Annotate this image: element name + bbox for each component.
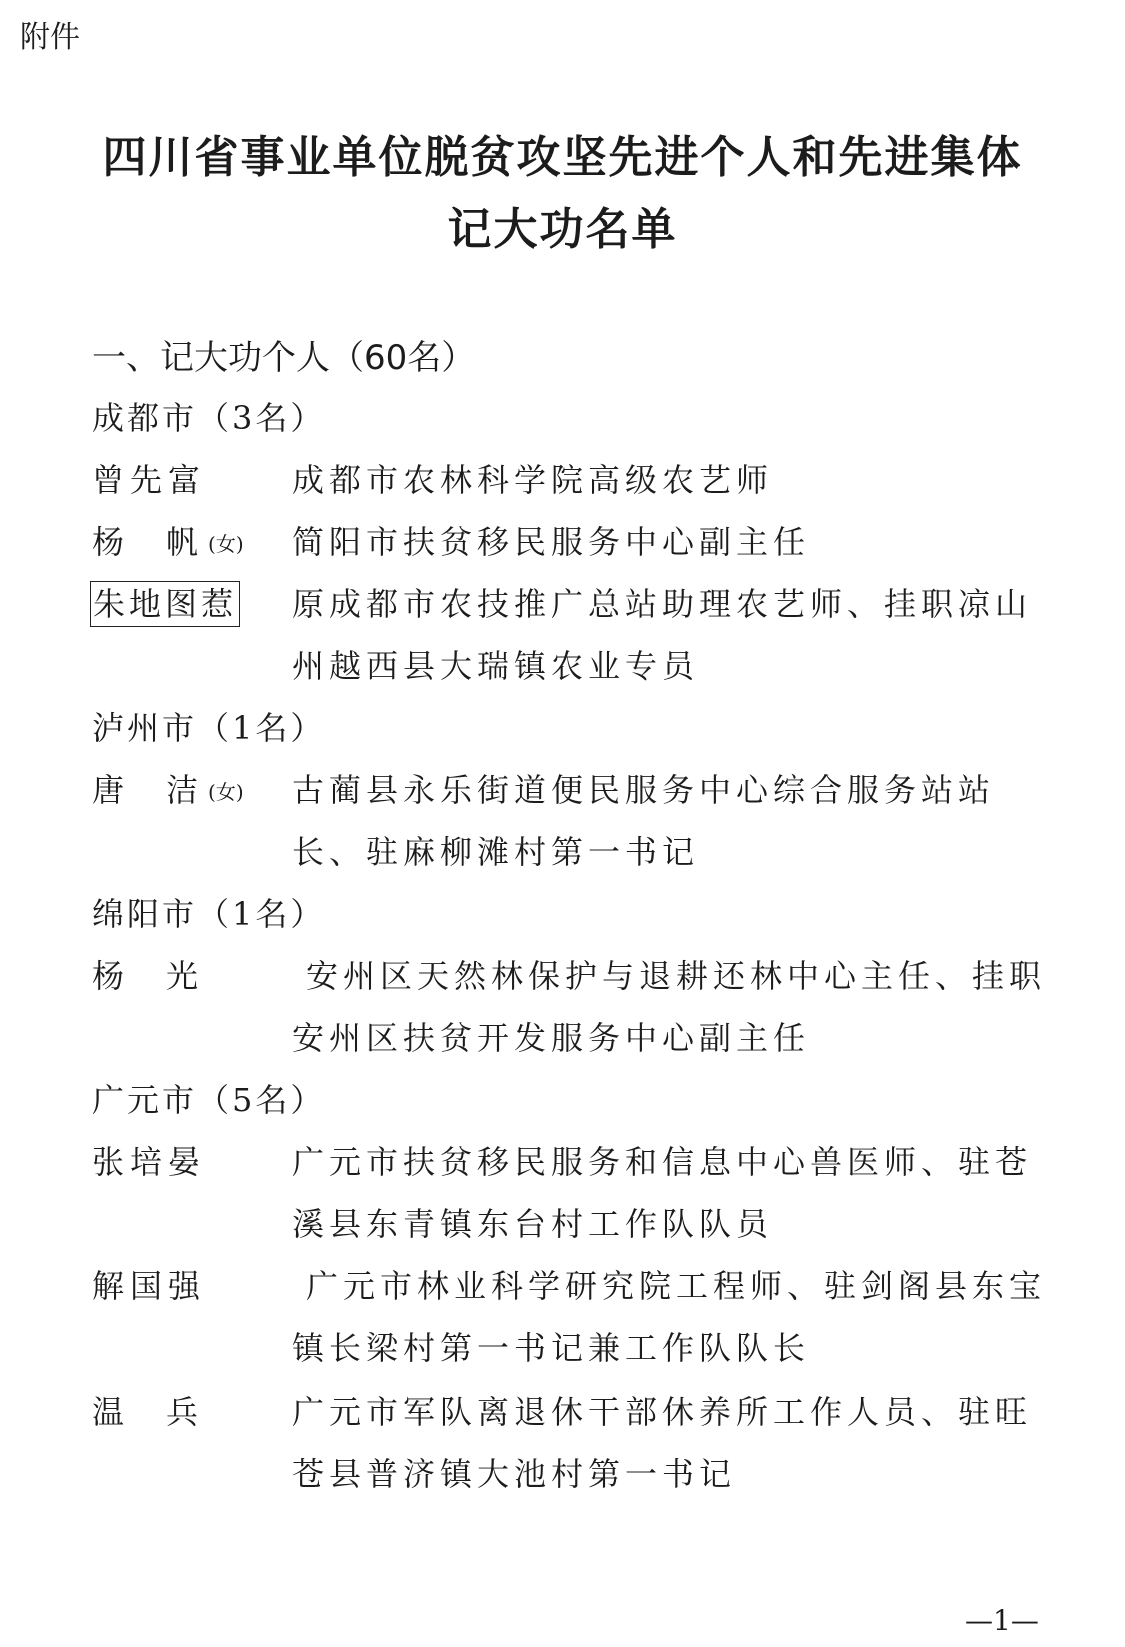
gender-note: (女) bbox=[208, 532, 244, 556]
person-name-char: 洁 bbox=[166, 771, 199, 809]
person-description: 简阳市扶贫移民服务中心副主任 bbox=[292, 523, 811, 561]
person-name-char: 唐 bbox=[92, 771, 125, 809]
person-name: 曾先富 bbox=[92, 461, 207, 499]
person-name-char: 温 bbox=[92, 1393, 125, 1431]
person-name bbox=[92, 954, 282, 998]
person-name bbox=[92, 1390, 282, 1434]
person-description: 成都市农林科学院高级农艺师 bbox=[292, 461, 774, 499]
person-name: 解国强 bbox=[92, 1267, 207, 1305]
person-name-char: 兵 bbox=[166, 1393, 199, 1431]
person-description: 安州区天然林保护与退耕还林中心主任、挂职安州区扶贫开发服务中心副主任 bbox=[292, 957, 1047, 1057]
person-name-char: 杨 bbox=[92, 523, 125, 561]
city-heading-mianyang: 绵阳市（1名） bbox=[92, 895, 326, 933]
person-name: 张培晏 bbox=[92, 1143, 207, 1181]
person-description: 广元市扶贫移民服务和信息中心兽医师、驻苍溪县东青镇东台村工作队队员 bbox=[292, 1143, 1033, 1243]
document-title-line-1: 四川省事业单位脱贫攻坚先进个人和先进集体 bbox=[102, 132, 1023, 183]
person-name-char: 杨 bbox=[92, 957, 125, 995]
person-name-char: 光 bbox=[166, 957, 199, 995]
person-description: 广元市军队离退休干部休养所工作人员、驻旺苍县普济镇大池村第一书记 bbox=[292, 1393, 1033, 1493]
gender-note: (女) bbox=[208, 780, 244, 804]
person-name bbox=[92, 768, 282, 814]
person-description: 广元市林业科学研究院工程师、驻剑阁县东宝镇长梁村第一书记兼工作队队长 bbox=[292, 1267, 1047, 1367]
person-name bbox=[92, 520, 282, 566]
person-name-boxed: 朱地图惹 bbox=[90, 581, 240, 627]
attachment-label: 附件 bbox=[20, 20, 80, 55]
city-heading-luzhou: 泸州市（1名） bbox=[92, 709, 326, 747]
person-name-char: 帆 bbox=[166, 523, 199, 561]
city-heading-guangyuan: 广元市（5名） bbox=[92, 1081, 326, 1119]
document-title-line-2: 记大功名单 bbox=[447, 204, 678, 255]
section-heading: 一、记大功个人（60名） bbox=[92, 338, 476, 378]
city-heading-chengdu: 成都市（3名） bbox=[92, 399, 326, 437]
page-number: —1— bbox=[965, 1604, 1039, 1637]
person-description: 古蔺县永乐街道便民服务中心综合服务站站长、驻麻柳滩村第一书记 bbox=[292, 771, 996, 871]
person-description: 原成都市农技推广总站助理农艺师、挂职凉山州越西县大瑞镇农业专员 bbox=[292, 585, 1033, 685]
